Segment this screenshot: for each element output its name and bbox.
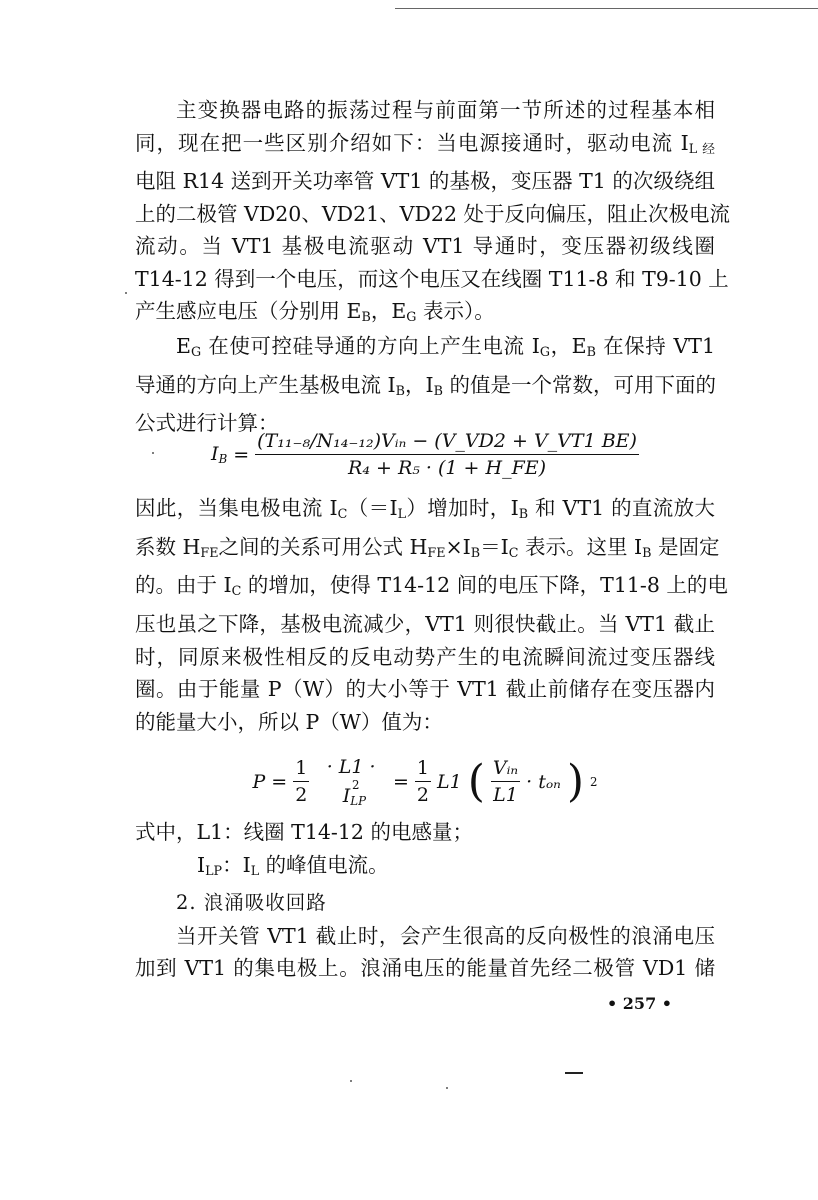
text-line: 当开关管 VT1 截止时，会产生很高的反向极性的浪涌电压	[176, 923, 715, 948]
text-line: 时，同原来极性相反的反电动势产生的电流瞬间流过变压器线	[135, 644, 715, 669]
text-line: 导通的方向上产生基极电流 $I_B$，$I_B$ 的值是一个常数，可用下面的	[135, 372, 716, 398]
text-line: 公式进行计算：	[135, 411, 279, 436]
scan-mark	[565, 1072, 583, 1074]
page-number: • 257 •	[607, 994, 672, 1013]
text-line: 的。由于 $I_C$ 的增加，使得 T14-12 间的电压下降，T11-8 上的电	[135, 573, 728, 599]
energy-formula: P = $\frac{1}{2}$ · $L1 \cdot I_{LP}^2$ = $\frac{1}{2}$ L1 ( $\frac{\text{Vᵢₙ}}{L1}$ · tₒₙ ) 2	[252, 755, 598, 808]
text-line: 式中，L1：线圈 T14-12 的电感量；	[135, 820, 473, 844]
text-line: 圈。由于能量 P（W）的大小等于 VT1 截止前储存在变压器内	[135, 677, 715, 702]
text-line: 电阻 R14 送到开关功率管 VT1 的基极，变压器 T1 的次级绕组	[135, 169, 715, 194]
base-current-formula: $I_B$ = $\frac{\text{(T₁₁₋₈/N₁₄₋₁₂)Vᵢₙ − (V\_VD2 + V\_VT1 BE)}}{\text{R₄ + R₅ · (1 + H\_FE)}}$	[211, 430, 637, 479]
text-line: $E_G$ 在使可控硅导通的方向上产生电流 $I_G$，$E_B$ 在保持 VT1	[176, 334, 715, 360]
text-line: 产生感应电压（分别用 $E_B$，$E_G$ 表示）。	[135, 299, 495, 325]
formula-fraction: $\frac{\text{(T₁₁₋₈/N₁₄₋₁₂)Vᵢₙ − (V\_VD2 + V\_VT1 BE)}}{\text{R₄ + R₅ · (1 + H\_FE)}}$	[257, 430, 637, 479]
paragraph-2	[135, 330, 715, 440]
text-line: 的能量大小，所以 P（W）值为：	[135, 709, 443, 734]
paragraph-1	[135, 94, 731, 334]
text-line: 压也虽之下降，基极电流减少，VT1 则很快截止。当 VT1 截止	[135, 612, 715, 637]
scan-speck	[125, 292, 127, 294]
text-line: 流动。当 VT1 基极电流驱动 VT1 导通时，变压器初级线圈	[135, 234, 715, 259]
text-line: $I_{LP}$：$I_L$ 的峰值电流。	[197, 852, 389, 878]
scan-speck	[446, 1087, 448, 1089]
text-line: 因此，当集电极电流 $I_C(=I_L)$增加时，$I_B$ 和 VT1 的直流放大	[135, 496, 715, 522]
section-heading: 2. 浪涌吸收回路	[176, 891, 327, 915]
text-line: T14-12 得到一个电压，而这个电压又在线圈 T11-8 和 T9-10 上	[135, 266, 729, 291]
definitions	[135, 816, 715, 985]
paragraph-3	[135, 492, 728, 738]
text-line: 系数 $H_{FE}$之间的关系可用公式 $H_{FE}\times I_B=I_C$ 表示。这里 $I_B$ 是固定	[135, 534, 720, 560]
scan-speck	[350, 1080, 352, 1082]
text-line: 加到 VT1 的集电极上。浪涌电压的能量首先经二极管 VD1 储	[135, 956, 715, 981]
text-line: 主变换器电路的振荡过程与前面第一节所述的过程基本相	[176, 98, 715, 122]
text-line: 同，现在把一些区别介绍如下：当电源接通时，驱动电流 $I_{L 经}$	[135, 130, 715, 156]
top-scan-rule	[395, 8, 818, 9]
text-line: 上的二极管 VD20、VD21、VD22 处于反向偏压，阻止次极电流	[135, 201, 731, 226]
